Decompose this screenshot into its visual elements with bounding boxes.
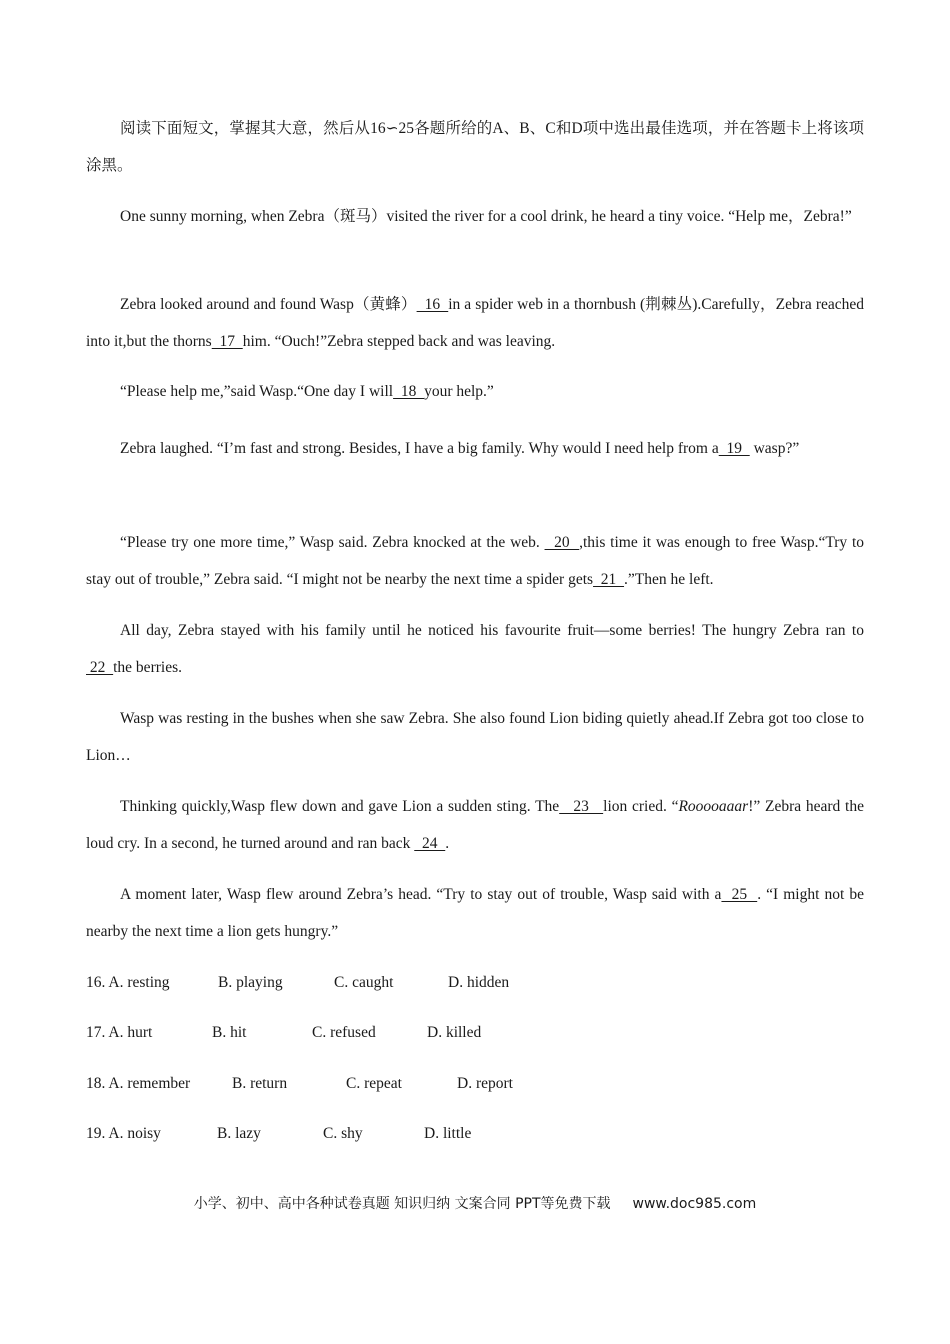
blank-19[interactable]: 19 <box>718 440 750 457</box>
blank-17[interactable]: 17 <box>211 333 243 350</box>
page-footer <box>0 1194 950 1214</box>
story-paragraph-2: Zebra looked around and found Wasp（黄蜂） 16 in a spider web in a thornbush (荆棘丛).Carefully，Zebra reached into it,but the thorns 17 him. “Ouch!”Zebra stepped back and was leaving. <box>86 296 864 350</box>
option-a[interactable]: 16. A. resting <box>86 974 170 991</box>
story-paragraph-1: One sunny morning, when Zebra（斑马）visited the river for a cool drink, he heard a tiny voice. “Help me，Zebra!” <box>120 208 852 225</box>
option-b[interactable]: B. lazy <box>217 1125 261 1142</box>
option-d[interactable]: D. report <box>457 1075 513 1092</box>
blank-25[interactable]: 25 <box>721 886 758 903</box>
option-d[interactable]: D. hidden <box>448 974 510 991</box>
option-a[interactable]: 17. A. hurt <box>86 1024 153 1041</box>
blank-21[interactable]: 21 <box>593 571 625 588</box>
option-c[interactable]: C. caught <box>334 974 394 991</box>
option-b[interactable]: B. hit <box>212 1024 247 1041</box>
blank-22[interactable]: 22 <box>86 659 114 676</box>
option-c[interactable]: C. refused <box>312 1024 376 1041</box>
option-a[interactable]: 18. A. remember <box>86 1075 191 1092</box>
instructions: 阅读下面短文，掌握其大意，然后从16∽25各题所给的A、B、C和D项中选出最佳选项，并在答题卡上将该项涂黑。 <box>86 120 864 174</box>
option-d[interactable]: D. little <box>424 1125 472 1142</box>
option-a[interactable]: 19. A. noisy <box>86 1125 161 1142</box>
story-paragraph-5: “Please try one more time,” Wasp said. Zebra knocked at the web. 20 ,this time it was enough to free Wasp.“Try to stay out of trouble,” Zebra said. “I might not be nearby the next time a spider gets 21 .”Then he left. <box>86 534 864 588</box>
story-paragraph-6: All day, Zebra stayed with his family until he noticed his favourite fruit—some berries! The hungry Zebra ran to 22 the berries. <box>86 622 864 676</box>
blank-23[interactable]: 23 <box>559 798 604 815</box>
story-paragraph-4: Zebra laughed. “I’m fast and strong. Besides, I have a big family. Why would I need help from a 19 wasp?” <box>120 440 800 457</box>
blank-18[interactable]: 18 <box>393 383 425 400</box>
story-paragraph-3: “Please help me,”said Wasp.“One day I will 18 your help.” <box>120 383 494 400</box>
blank-24[interactable]: 24 <box>414 835 446 852</box>
option-d[interactable]: D. killed <box>427 1024 482 1041</box>
footer-text: 小学、初中、高中各种试卷真题 知识归纳 文案合同 PPT等免费下载 <box>193 1196 611 1212</box>
footer-site-link[interactable]: www.doc985.com <box>632 1196 757 1212</box>
story-paragraph-9: A moment later, Wasp flew around Zebra’s head. “Try to stay out of trouble, Wasp said with a 25 . “I might not be nearby the next time a lion gets hungry.” <box>86 886 864 940</box>
option-b[interactable]: B. playing <box>218 974 283 991</box>
option-c[interactable]: C. repeat <box>346 1075 402 1092</box>
story-paragraph-7: Wasp was resting in the bushes when she saw Zebra. She also found Lion biding quietly ahead.If Zebra got too close to Lion… <box>86 710 864 764</box>
option-b[interactable]: B. return <box>232 1075 288 1092</box>
blank-20[interactable]: 20 <box>544 534 580 551</box>
option-c[interactable]: C. shy <box>323 1125 363 1142</box>
story-paragraph-8: Thinking quickly,Wasp flew down and gave Lion a sudden sting. The 23 lion cried. “Rooooaaar!” Zebra heard the loud cry. In a second, he turned around and ran back 24 . <box>86 798 864 852</box>
blank-16[interactable]: 16 <box>416 296 449 313</box>
